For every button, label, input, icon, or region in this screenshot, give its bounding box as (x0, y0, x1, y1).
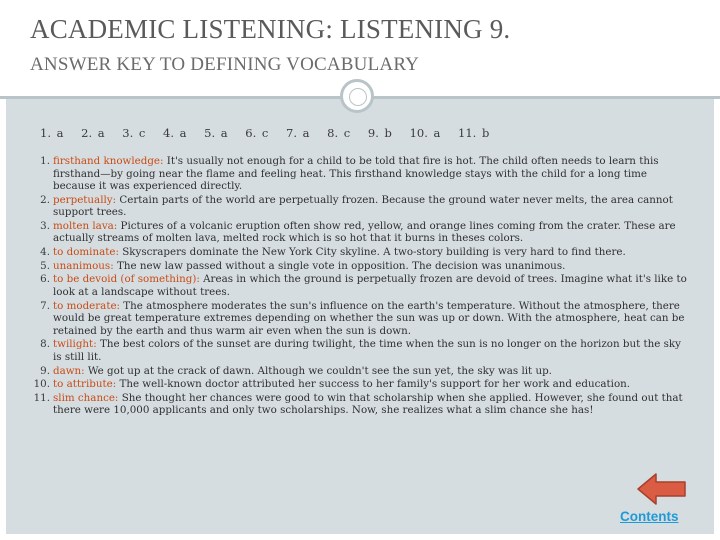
definition-item (12, 365, 692, 378)
definition-number: 7. (40, 299, 50, 312)
definition-number: 2. (40, 193, 50, 206)
definition-number: 4. (40, 246, 50, 259)
definition-item (12, 260, 692, 273)
definition-text: Certain parts of the world are perpetually frozen. Because the ground water never melts, the area cannot support trees. (53, 193, 673, 219)
definition-text: We got up at the crack of dawn. Although we couldn't see the sun yet, the sky was lit up. (84, 364, 552, 377)
definition-term: to moderate: (53, 299, 121, 312)
definition-term: dawn: (53, 364, 85, 377)
definition-text: The well-known doctor attributed her success to her family's support for her work and education. (116, 378, 631, 391)
definition-number: 10. (33, 378, 50, 391)
circle-ornament-inner-icon (349, 88, 367, 106)
answer-item: 8. c (327, 126, 351, 140)
definition-text: She thought her chances were good to win that scholarship when she applied. However, she found out that there were 10,000 applicants and only two scholarships. Now, she realizes what a slim chance she has! (53, 391, 683, 417)
definition-number: 11. (33, 391, 50, 404)
definition-item (12, 246, 692, 259)
answer-item: 9. b (367, 126, 392, 140)
definition-text: The new law passed without a single vote in opposition. The decision was unanimous. (113, 259, 566, 272)
definition-text: Pictures of a volcanic eruption often show red, yellow, and orange lines coming from the crater. These are actually streams of molten lava, melted rock which is so hot that it burns in theses colors. (53, 219, 676, 245)
definition-number: 6. (40, 273, 50, 286)
answer-key-row (40, 126, 501, 140)
definition-item (12, 273, 692, 298)
definition-item (12, 300, 692, 338)
answer-item: 11. b (458, 126, 490, 140)
definition-number: 9. (40, 364, 50, 377)
answer-item: 3. c (122, 126, 146, 140)
definition-number: 8. (40, 338, 50, 351)
definition-number: 3. (40, 219, 50, 232)
answer-item: 6. c (245, 126, 269, 140)
definition-text: It's usually not enough for a child to be told that fire is hot. The child often needs to learn this firsthand—by going near the flame and feeling heat. This firsthand knowledge stays with the child for a long time because it was experienced directly. (53, 155, 659, 192)
definition-term: perpetually: (53, 193, 117, 206)
answer-item: 7. a (286, 126, 310, 140)
definition-term: slim chance: (53, 391, 119, 404)
definition-term: unanimous: (53, 259, 114, 272)
circle-ornament-icon (340, 79, 374, 113)
slide-header (0, 0, 720, 92)
definition-term: to be devoid (of something): (53, 273, 200, 286)
slide-title: ACADEMIC LISTENING: LISTENING 9. (30, 14, 511, 44)
definition-item (12, 194, 692, 219)
definition-text: The best colors of the sunset are during twilight, the time when the sun is no longer on the horizon but the sky is still lit. (53, 338, 681, 363)
definition-text: The atmosphere moderates the sun's influence on the earth's temperature. Without the atmosphere, there would be great temperature extremes depending on whether the sun was up or down. With the atmosphere, heat can be retained by the earth and thus warm air even when the sun is down. (53, 299, 685, 337)
slide-subtitle: ANSWER KEY TO DEFINING VOCABULARY (30, 54, 420, 75)
definition-item (12, 392, 692, 417)
definition-item (12, 155, 692, 193)
answer-item: 5. a (204, 126, 228, 140)
definition-item (12, 338, 692, 363)
definition-term: firsthand knowledge: (53, 155, 164, 167)
definition-text: Skyscrapers dominate the New York City skyline. A two-story building is very hard to find there. (118, 246, 626, 259)
definition-term: molten lava: (53, 219, 118, 232)
definition-item (12, 378, 692, 391)
definition-term: twilight: (53, 338, 97, 351)
answer-item: 10. a (409, 126, 441, 140)
answer-item: 4. a (163, 126, 187, 140)
contents-link[interactable]: Contents (620, 509, 679, 524)
answer-item: 2. a (81, 126, 105, 140)
definition-term: to attribute: (53, 378, 117, 391)
definition-number: 1. (40, 155, 50, 167)
definition-item (12, 220, 692, 245)
answer-item: 1. a (40, 126, 64, 140)
definition-term: to dominate: (53, 246, 119, 259)
definitions-list (12, 155, 692, 418)
left-arrow-icon[interactable] (636, 472, 688, 506)
definition-number: 5. (40, 259, 50, 272)
definition-text: Areas in which the ground is perpetually frozen are devoid of trees. Imagine what it's like to look at a landscape without trees. (53, 273, 687, 298)
